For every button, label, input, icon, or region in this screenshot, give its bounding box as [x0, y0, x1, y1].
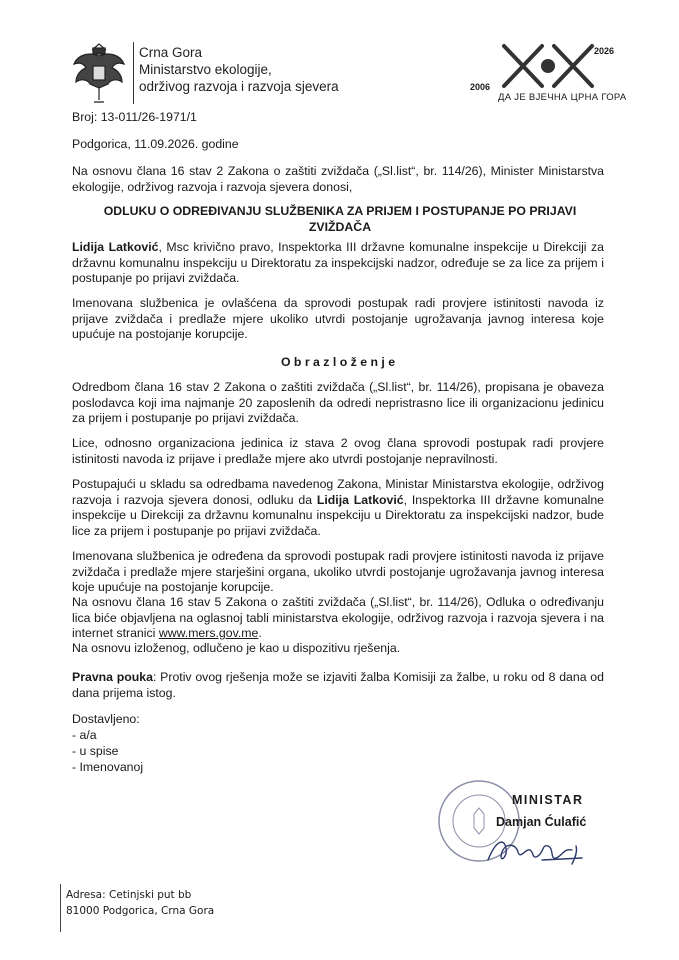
paragraph-procedure: Lice, odnosno organizaciona jedinica iz stava 2 ovog člana sprovodi postupak radi provjere istinitosti navoda iz prijave i predlaže mjere ako utvrdi postojanje nepravilnosti. [72, 436, 604, 466]
coat-of-arms-icon [70, 40, 128, 106]
designation-text: , Msc krivično pravo, Inspektorka III državne komunalne inspekcije u Direkciji za državnu komunalnu inspekciju u Direktoratu za inspekcijski nadzor, određuje se za lice za prijem i postupanje po prijavi zviždača. [72, 240, 604, 286]
legal-remedy [72, 670, 604, 701]
signer-title: MINISTAR [512, 793, 584, 807]
decision-text-a: Postupajući u skladu sa odredbama navedenog Zakona, Ministar Ministarstva ekologije, održivog razvoja i razvoja sjevera donosi, odluku da [72, 477, 604, 507]
place-date: Podgorica, 11.09.2026. godine [72, 137, 239, 151]
paragraph-designation [72, 240, 604, 287]
anniversary-year-left: 2006 [470, 82, 491, 92]
distribution-item: - a/a [72, 728, 97, 742]
ministry-name-line1: Ministarstvo ekologije, [139, 62, 272, 77]
anniversary-logo [470, 36, 630, 108]
decision-title: ODLUKU O ODREĐIVANJU SLUŽBENIKA ZA PRIJEM I POSTUPANJE PO PRIJAVI ZVIŽDAČA [103, 204, 577, 234]
xx-emblem-icon [498, 42, 598, 90]
paragraph-assignment: Imenovana službenica je određena da sprovodi postupak radi provjere istinitosti navoda iz prijave zviždača i predlaže mjere starješini organa, ukoliko utvrdi postojanje ugrožavanja javnog interesa koje upućuje na postojanje korupcije. [72, 549, 604, 595]
header-divider [133, 42, 134, 104]
website-link[interactable]: www.mers.gov.me [158, 626, 259, 641]
intro-paragraph: Na osnovu člana 16 stav 2 Zakona o zaštiti zviždača („Sl.list“, br. 114/26), Minister Ministarstva ekologije, održivog razvoja i razvoja sjevera donosi, [72, 164, 604, 194]
signer-name: Damjan Ćulafić [496, 815, 587, 829]
publication-end: . [258, 626, 262, 641]
publication-text: Na osnovu člana 16 stav 5 Zakona o zaštiti zviždača („Sl.list“, br. 114/26), Odluka o određivanju lica biće objavljena na oglasnoj tabli ministarstva ekologije, održivog razvoja i razvoja sjevera i na internet stranici [72, 595, 604, 641]
ministry-name-line2: održivog razvoja i razvoja sjevera [139, 79, 339, 94]
distribution-heading: Dostavljeno: [72, 712, 140, 726]
reasoning-heading: O b r a z l o ž e n j e [280, 355, 396, 369]
ministry-header [139, 44, 339, 95]
paragraph-publication [72, 595, 604, 642]
document-number: Broj: 13-011/26-1971/1 [72, 110, 197, 124]
decision-text-b: , Inspektorka III državne komunalne inspekcije u Direkciji za državnu komunalnu inspekciju u Direktoratu za inspekcijski nadzor, bude lice za prijem i postupanje po prijavi zviždača. [72, 492, 605, 538]
paragraph-legal-basis: Odredbom člana 16 stav 2 Zakona o zaštiti zviždača („Sl.list“, br. 114/26), propisana je obaveza poslodavca koji ima najmanje 20 zaposlenih da odredi nepristrasno lice ili organizacionu jedinicu za prijem i postupanje po prijavi zviždača. [72, 380, 604, 426]
designee-name: Lidija Latković [72, 240, 159, 254]
designee-name-2: Lidija Latković [316, 492, 404, 507]
legal-remedy-text: : Protiv ovog rješenja može se izjaviti žalba Komisiji za žalbe, u roku od 8 dana od dana prijema istog. [72, 670, 604, 700]
paragraph-authorization: Imenovana službenica je ovlašćena da sprovodi postupak radi provjere istinitosti navoda iz prijave zviždača i predlaže mjere ukoliko utvrdi postojanje ugrožavanja javnog interesa koje upućuje na postojanje korupcije. [72, 296, 604, 342]
paragraph-decision [72, 477, 604, 539]
anniversary-motto: ДА ЈЕ ВЈЕЧНА ЦРНА ГОРА [498, 92, 627, 103]
signature-icon [482, 830, 592, 870]
distribution-item: - u spise [72, 744, 119, 758]
footer-address-line2: 81000 Podgorica, Crna Gora [66, 905, 215, 917]
footer-address-line1: Adresa: Cetinjski put bb [66, 889, 192, 901]
paragraph-conclusion: Na osnovu izloženog, odlučeno je kao u dispozitivu rješenja. [72, 641, 401, 655]
anniversary-year-right: 2026 [594, 46, 615, 56]
distribution-item: - Imenovanoj [72, 760, 144, 774]
footer-divider [60, 884, 61, 932]
legal-remedy-label: Pravna pouka [72, 670, 153, 684]
country-name: Crna Gora [139, 45, 203, 60]
